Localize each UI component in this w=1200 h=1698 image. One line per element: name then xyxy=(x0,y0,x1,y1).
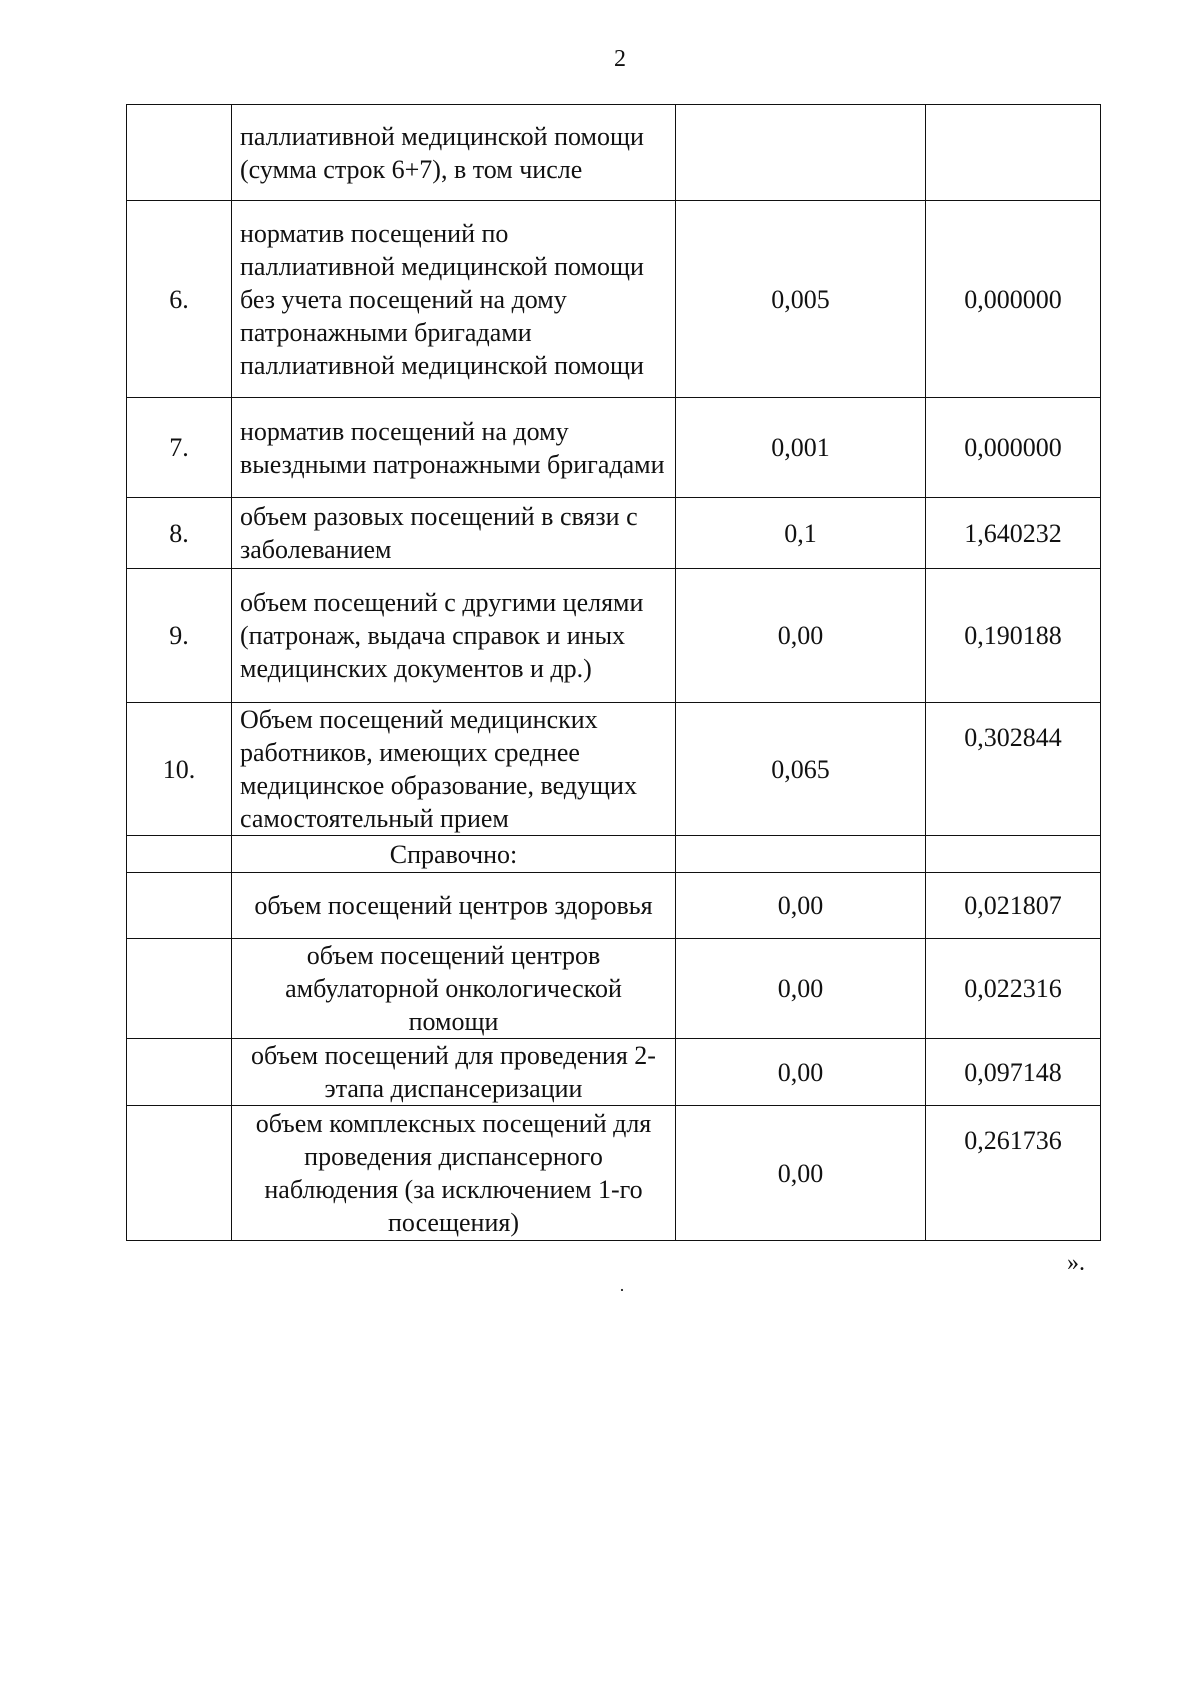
row-value-2: 0,190188 xyxy=(926,569,1101,703)
row-name: объем посещений центров амбулаторной онкологической помощи xyxy=(232,939,676,1039)
row-value-1: 0,00 xyxy=(676,873,926,939)
row-number: 6. xyxy=(127,201,232,398)
row-name: объем разовых посещений в связи с заболеванием xyxy=(232,498,676,569)
row-name: паллиативной медицинской помощи (сумма строк 6+7), в том числе xyxy=(232,105,676,201)
row-number xyxy=(127,1106,232,1241)
closing-quote-mark: ». xyxy=(1067,1250,1085,1276)
table-row xyxy=(127,498,1101,569)
row-value-2 xyxy=(926,105,1101,201)
row-name: норматив посещений по паллиативной медицинской помощи без учета посещений на дому патронажными бригадами паллиативной медицинской помощи xyxy=(232,201,676,398)
table-row xyxy=(127,703,1101,836)
row-value-1 xyxy=(676,836,926,873)
row-value-1: 0,00 xyxy=(676,569,926,703)
row-value-2: 0,022316 xyxy=(926,939,1101,1039)
table-row xyxy=(127,201,1101,398)
row-name: объем комплексных посещений для проведения диспансерного наблюдения (за исключением 1-го посещения) xyxy=(232,1106,676,1241)
row-name: объем посещений центров здоровья xyxy=(232,873,676,939)
row-value-1: 0,00 xyxy=(676,939,926,1039)
row-value-2: 0,261736 xyxy=(926,1106,1101,1241)
row-number: 7. xyxy=(127,398,232,498)
row-value-1 xyxy=(676,105,926,201)
row-number: 9. xyxy=(127,569,232,703)
row-value-2: 0,097148 xyxy=(926,1039,1101,1106)
table-row xyxy=(127,873,1101,939)
row-number xyxy=(127,1039,232,1106)
table-row xyxy=(127,1106,1101,1241)
table-row xyxy=(127,1039,1101,1106)
row-number xyxy=(127,105,232,201)
row-value-1: 0,005 xyxy=(676,201,926,398)
row-value-1: 0,001 xyxy=(676,398,926,498)
row-value-2 xyxy=(926,836,1101,873)
row-value-2: 0,302844 xyxy=(926,703,1101,836)
row-number: 10. xyxy=(127,703,232,836)
section-label: Справочно: xyxy=(232,836,676,873)
row-name: норматив посещений на дому выездными патронажными бригадами xyxy=(232,398,676,498)
row-value-2: 1,640232 xyxy=(926,498,1101,569)
row-value-1: 0,065 xyxy=(676,703,926,836)
row-value-2: 0,000000 xyxy=(926,201,1101,398)
row-value-1: 0,00 xyxy=(676,1039,926,1106)
row-value-2: 0,000000 xyxy=(926,398,1101,498)
table-row xyxy=(127,398,1101,498)
row-name: объем посещений с другими целями (патронаж, выдача справок и иных медицинских документов и др.) xyxy=(232,569,676,703)
row-value-2: 0,021807 xyxy=(926,873,1101,939)
row-number xyxy=(127,836,232,873)
row-number xyxy=(127,939,232,1039)
data-table xyxy=(126,104,1101,1241)
row-number xyxy=(127,873,232,939)
row-name: Объем посещений медицинских работников, имеющих среднее медицинское образование, ведущих самостоятельный прием xyxy=(232,703,676,836)
row-value-1: 0,00 xyxy=(676,1106,926,1241)
page-number: 2 xyxy=(614,46,626,72)
table-row xyxy=(127,836,1101,873)
scan-speck: · xyxy=(619,1280,625,1300)
table-row xyxy=(127,569,1101,703)
row-number: 8. xyxy=(127,498,232,569)
row-name: объем посещений для проведения 2-этапа диспансеризации xyxy=(232,1039,676,1106)
table-row xyxy=(127,939,1101,1039)
row-value-1: 0,1 xyxy=(676,498,926,569)
table-row xyxy=(127,105,1101,201)
